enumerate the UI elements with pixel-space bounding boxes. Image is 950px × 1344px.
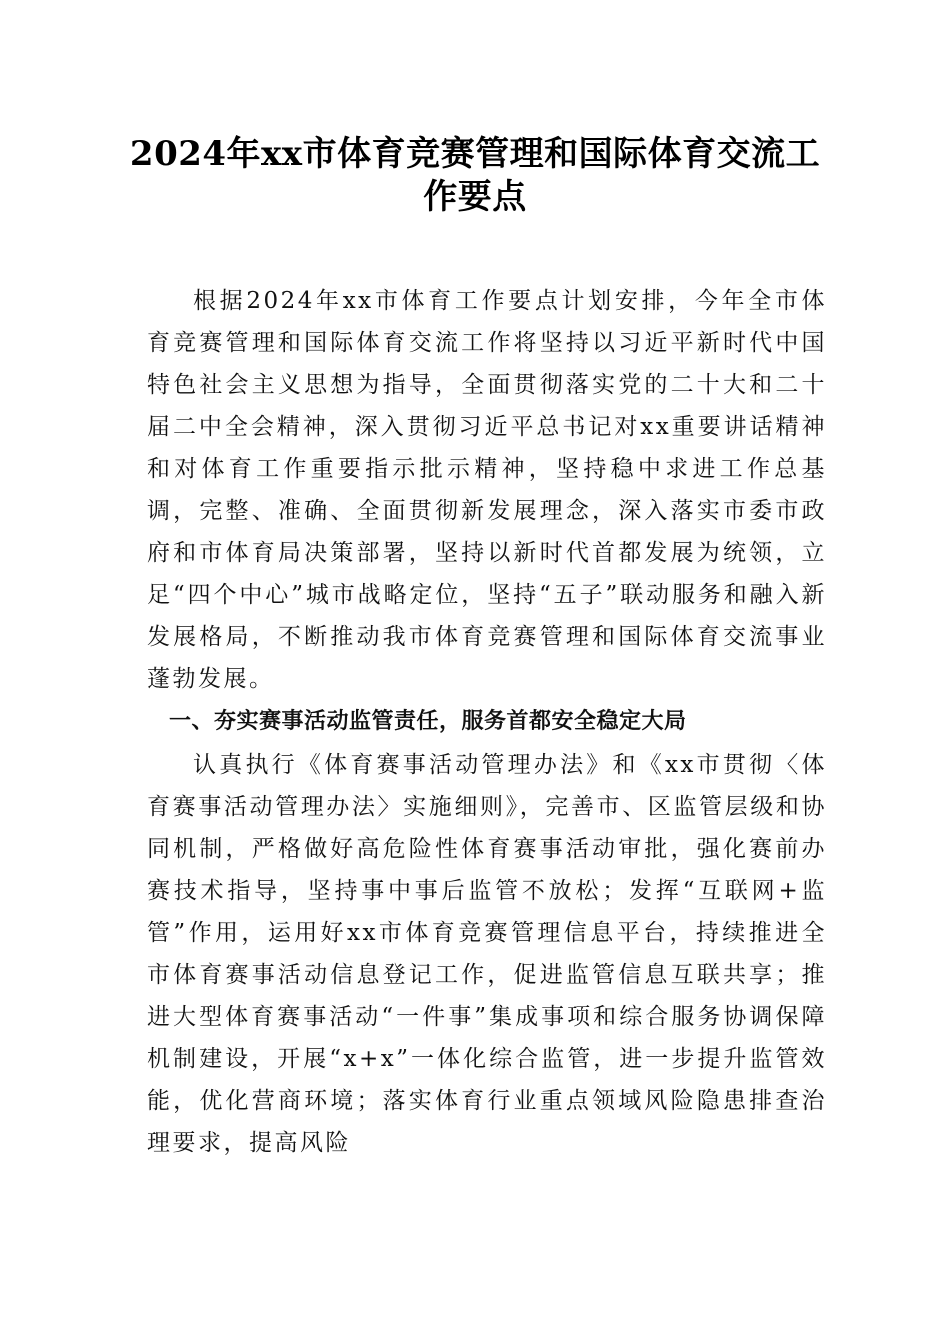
intro-paragraph: 根据2024年xx市体育工作要点计划安排，今年全市体育竞赛管理和国际体育交流工作将坚持以习近平新时代中国特色社会主义思想为指导，全面贯彻落实党的二十大和二十届二中全会精神，深入贯彻习近平总书记对xx重要讲话精神和对体育工作重要指示批示精神，坚持稳中求进工作总基调，完整、准确、全面贯彻新发展理念，深入落实市委市政府和市体育局决策部署，坚持以新时代首都发展为统领，立足“四个中心”城市战略定位，坚持“五子”联动服务和融入新发展格局，不断推动我市体育竞赛管理和国际体育交流事业蓬勃发展。	[147, 288, 827, 692]
document-title: 2024年xx市体育竞赛管理和国际体育交流工作要点	[129, 134, 821, 217]
section-1-paragraph: 认真执行《体育赛事活动管理办法》和《xx市贯彻〈体育赛事活动管理办法〉实施细则》，完善市、区监管层级和协同机制，严格做好高危险性体育赛事活动审批，强化赛前办赛技术指导，坚持事中事后监管不放松；发挥“互联网+监管”作用，运用好xx市体育竞赛管理信息平台，持续推进全市体育赛事活动信息登记工作，促进监管信息互联共享；推进大型体育赛事活动“一件事”集成事项和综合服务协调保障机制建设，开展“x+x”一体化综合监管，进一步提升监管效能，优化营商环境；落实体育行业重点领域风险隐患排查治理要求，提高风险	[147, 752, 827, 1156]
document-body	[147, 280, 827, 1164]
section-1-heading: 一、夯实赛事活动监管责任，服务首都安全稳定大局	[169, 709, 687, 734]
